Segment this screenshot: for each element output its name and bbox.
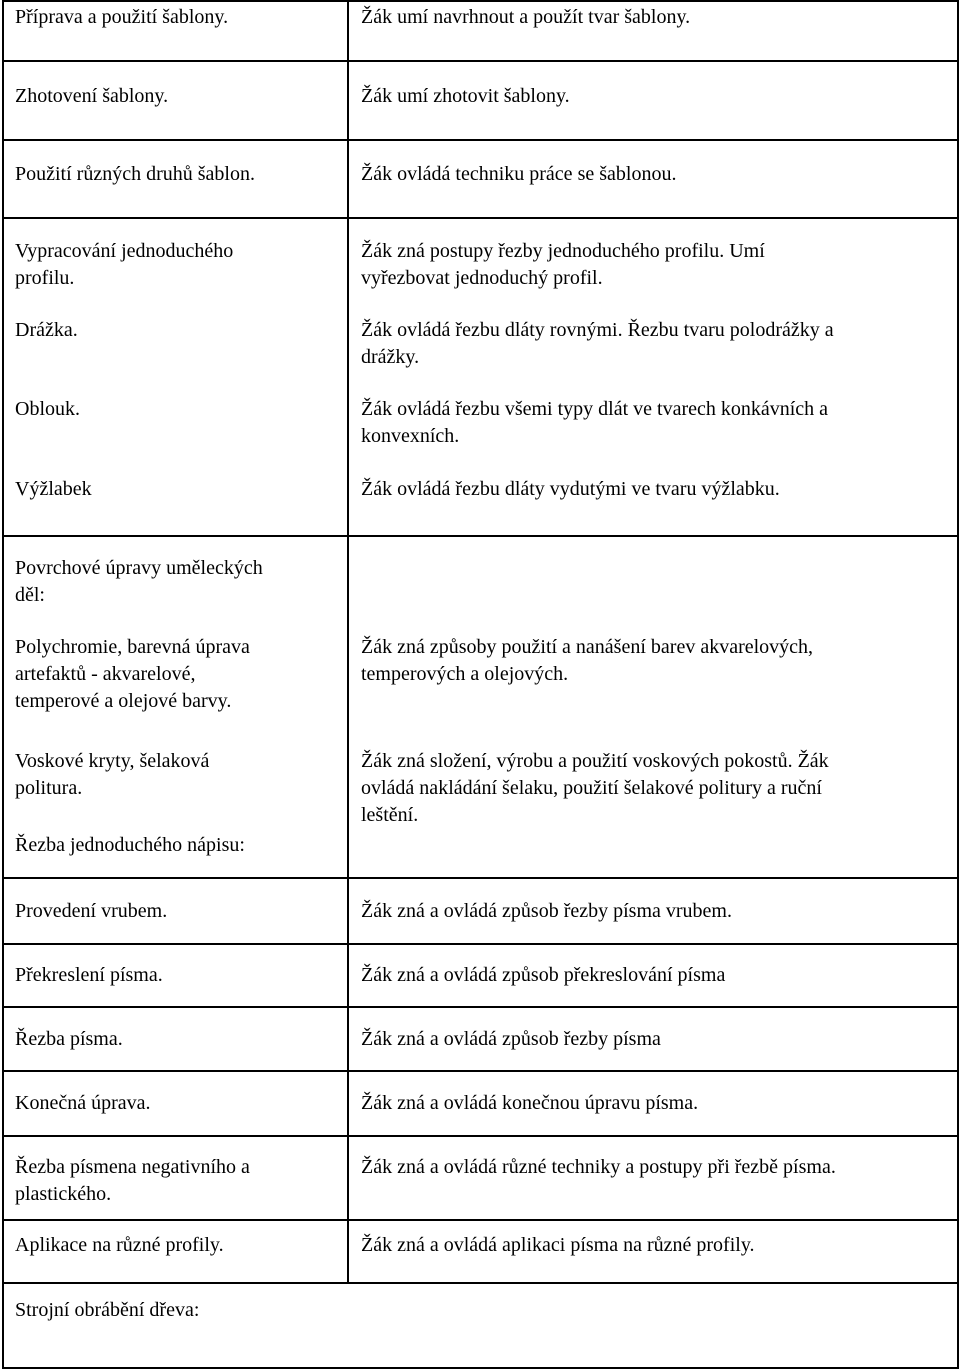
table-border-left [2, 0, 4, 1369]
section-heading: Strojní obrábění dřeva: [15, 1299, 200, 1321]
topic-cell: Řezba písmena negativního a plastického. [15, 1156, 250, 1205]
topic-cell: Zhotovení šablony. [15, 85, 169, 107]
outcome-cell: Žák zná a ovládá způsob řezby písma [361, 1028, 661, 1050]
outcome-cell: Žák ovládá řezbu dláty vydutými ve tvaru výžlabku. [361, 478, 780, 500]
outcome-cell: Žák zná složení, výrobu a použití voskových pokostů. Žák ovládá nakládání šelaku, použití šelakové politury a ruční leštění. [361, 750, 829, 826]
topic-cell: Drážka. [15, 319, 78, 341]
section-heading: Povrchové úpravy uměleckých děl: [15, 557, 263, 606]
row-divider [2, 1219, 959, 1221]
outcome-cell: Žák zná a ovládá konečnou úpravu písma. [361, 1092, 699, 1114]
topic-cell: Použití různých druhů šablon. [15, 163, 255, 185]
topic-cell: Provedení vrubem. [15, 900, 168, 922]
outcome-cell: Žák umí navrhnout a použít tvar šablony. [361, 6, 691, 28]
row-divider [2, 1282, 959, 1284]
row-divider [2, 1135, 959, 1137]
topic-cell: Řezba písma. [15, 1028, 123, 1050]
outcome-cell: Žák ovládá řezbu všemi typy dlát ve tvarech konkávních a konvexních. [361, 398, 829, 447]
topic-cell: Výžlabek [15, 478, 92, 500]
topic-cell: Polychromie, barevná úprava artefaktů - akvarelové, temperové a olejové barvy. [15, 636, 250, 712]
outcome-cell: Žák ovládá řezbu dláty rovnými. Řezbu tvaru polodrážky a drážky. [361, 319, 834, 368]
topic-cell: Oblouk. [15, 398, 80, 420]
outcome-cell: Žák zná a ovládá způsob překreslování písma [361, 964, 726, 986]
row-divider [2, 877, 959, 879]
outcome-cell: Žák zná a ovládá způsob řezby písma vrubem. [361, 900, 732, 922]
row-divider [2, 535, 959, 537]
row-divider [2, 217, 959, 219]
row-divider [2, 0, 959, 2]
row-divider [2, 1070, 959, 1072]
outcome-cell: Žák zná a ovládá aplikaci písma na různé profily. [361, 1234, 755, 1256]
outcome-cell: Žák zná postupy řezby jednoduchého profilu. Umí vyřezbovat jednoduchý profil. [361, 240, 765, 289]
row-divider [2, 1006, 959, 1008]
topic-cell: Voskové kryty, šelaková politura. [15, 750, 210, 799]
outcome-cell: Žák ovládá techniku práce se šablonou. [361, 163, 677, 185]
outcome-cell: Žák zná způsoby použití a nanášení barev akvarelových, temperových a olejových. [361, 636, 814, 685]
topic-cell: Aplikace na různé profily. [15, 1234, 224, 1256]
table-border-right [957, 0, 959, 1369]
outcome-cell: Žák umí zhotovit šablony. [361, 85, 570, 107]
topic-cell: Vypracování jednoduchého profilu. [15, 240, 234, 289]
section-heading: Řezba jednoduchého nápisu: [15, 834, 245, 856]
row-divider [2, 943, 959, 945]
column-divider [347, 0, 349, 1283]
topic-cell: Konečná úprava. [15, 1092, 151, 1114]
outcome-cell: Žák zná a ovládá různé techniky a postupy při řezbě písma. [361, 1156, 836, 1178]
topic-cell: Příprava a použití šablony. [15, 6, 229, 28]
topic-cell: Překreslení písma. [15, 964, 163, 986]
row-divider [2, 139, 959, 141]
row-divider [2, 60, 959, 62]
